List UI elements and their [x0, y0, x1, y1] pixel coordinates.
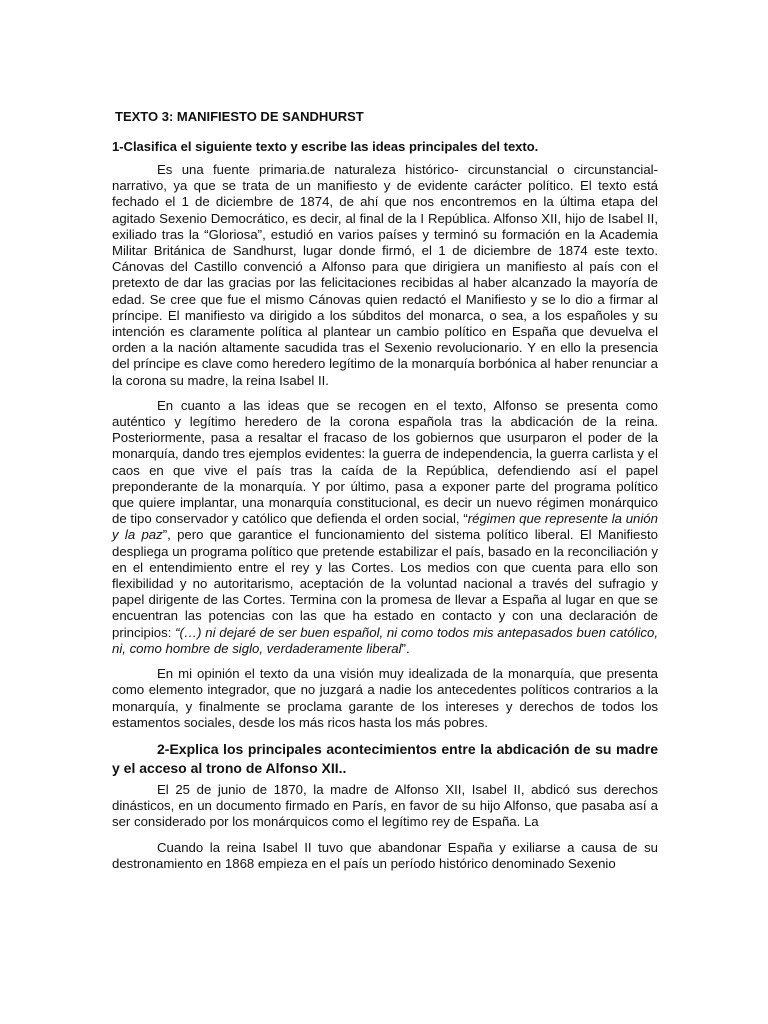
paragraph-2-part-c: ”.	[401, 640, 410, 656]
paragraph-2-part-a: En cuanto a las ideas que se recogen en el texto, Alfonso se presenta como auténtico y legítimo heredero de la corona española tras la abdicación de la reina. Posteriormente, pasa a resaltar el fracaso de los gobiernos que usurparon el poder de la monarquía, dando tres ejemplos evidentes: la guerra de independencia, la guerra carlista y el caos en que vive el país tras la caída de la República, defendiendo así el papel preponderante de la monarquía. Y por último, pasa a exponer parte del programa político que quiere implantar, una monarquía constitucional, es decir un nuevo régimen monárquico de tipo conservador y católico que defienda el orden social, “	[112, 397, 658, 527]
paragraph-2-part-b: ”, pero que garantice el funcionamiento del sistema político liberal. El Manifiesto despliega un programa político que pretende estabilizar el país, basado en la reconciliación y en el entendimiento entre el rey y las Cortes. Los medios con que cuenta para ello son flexibilidad y no autoritarismo, aceptación de la voluntad nacional a través del sufragio y papel dirigente de las Cortes. Termina con la promesa de llevar a España al lugar en que se encuentran las potencias con las que ha estado en contacto y con una declaración de principios:	[112, 527, 658, 640]
document-page	[112, 108, 658, 881]
paragraph-1: Es una fuente primaria.de naturaleza histórico- circunstancial o circunstancial-narrativo, ya que se trata de un manifiesto y de evidente carácter político. El texto está fechado el 1 de diciembre de 1874, de ahí que nos encontremos en la última etapa del agitado Sexenio Democrático, es decir, al final de la I República. Alfonso XII, hijo de Isabel II, exiliado tras la “Gloriosa”, estudió en varios países y terminó su formación en la Academia Militar Británica de Sandhurst, lugar donde firmó, el 1 de diciembre de 1874 este texto. Cánovas del Castillo convenció a Alfonso para que dirigiera un manifiesto al país con el pretexto de dar las gracias por las felicitaciones recibidas al haber alcanzado la mayoría de edad. Se cree que fue el mismo Cánovas quien redactó el Manifiesto y se lo dio a firmar al príncipe. El manifiesto va dirigido a los súbditos del monarca, o sea, a los españoles y su intención es claramente política al plantear un cambio político en España que devuelva el orden a la nación altamente sacudida tras el Sexenio revolucionario. Y en ello la presencia del príncipe es clave como heredero legítimo de la monarquía borbónica al haber renunciar a la corona su madre, la reina Isabel II.	[112, 162, 658, 388]
paragraph-3: En mi opinión el texto da una visión muy idealizada de la monarquía, que presenta como elemento integrador, que no juzgará a nadie los antecedentes políticos contrarios a la monarquía, y finalmente se proclama garante de los intereses y derechos de todos los estamentos sociales, desde los más ricos hasta los más pobres.	[112, 666, 658, 730]
paragraph-2-quote-1: régimen que represente la unión y la paz	[112, 511, 658, 543]
paragraph-4: El 25 de junio de 1870, la madre de Alfonso XII, Isabel II, abdicó sus derechos dinásticos, en un documento firmado en París, en favor de su hijo Alfonso, que pasaba así a ser considerado por los monárquicos como el legítimo rey de España. La	[112, 781, 658, 830]
document-title: TEXTO 3: MANIFIESTO DE SANDHURST	[115, 109, 364, 124]
question-2-heading: 2-Explica los principales acontecimientos entre la abdicación de su madre y el acceso al trono de Alfonso XII..	[112, 740, 658, 776]
paragraph-2-quote-2: “(…) ni dejaré de ser buen español, ni como todos mis antepasados buen católico, ni, como hombre de siglo, verdaderamente liberal	[112, 624, 658, 656]
paragraph-2	[112, 398, 658, 657]
question-1-heading: 1-Clasifica el siguiente texto y escribe las ideas principales del texto.	[112, 139, 539, 154]
paragraph-5: Cuando la reina Isabel II tuvo que abandonar España y exiliarse a causa de su destronamiento en 1868 empieza en el país un período histórico denominado Sexenio	[112, 839, 658, 871]
